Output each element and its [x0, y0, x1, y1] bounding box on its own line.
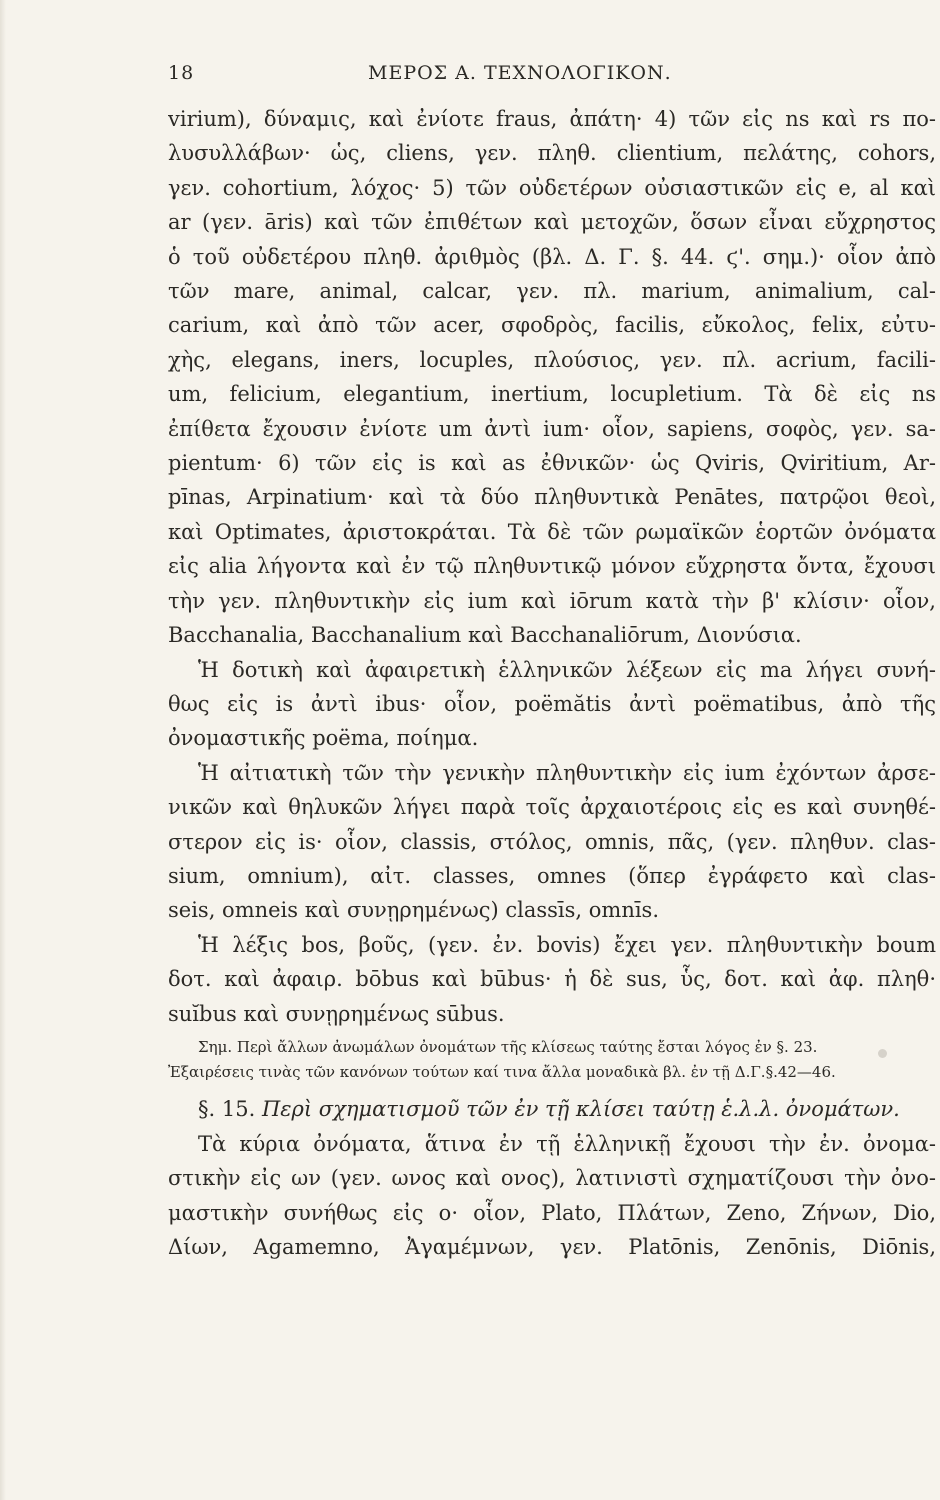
- page-edge-shadow: [0, 0, 6, 1500]
- text-line: λυσυλλάβων· ὡς, cliens, γεν. πληθ. clientium, πελάτης, cohors,: [168, 141, 936, 166]
- text-line: Ἡ δοτικὴ καὶ ἀφαιρετικὴ ἑλληνικῶν λέξεων εἰς ma λήγει συνή-: [198, 657, 936, 682]
- text-line: καὶ Optimates, ἀριστοκράται. Τὰ δὲ τῶν ρωμαϊκῶν ἑορτῶν ὀνόματα: [168, 519, 936, 544]
- text-line: Τὰ κύρια ὀνόματα, ἅτινα ἐν τῇ ἑλληνικῇ ἔχουσι τὴν ἐν. ὀνομα-: [198, 1131, 936, 1156]
- paragraph-3: [168, 756, 936, 928]
- text-line: θως εἰς is ἀντὶ ibus· οἷον, poëmătis ἀντὶ poëmatibus, ἀπὸ τῆς: [168, 691, 936, 716]
- footnote: [168, 1035, 936, 1085]
- text-line: τὴν γεν. πληθυντικὴν εἰς ium καὶ iōrum κατὰ τὴν β' κλίσιν· οἷον,: [168, 588, 936, 613]
- text-line: Ἡ αἰτιατικὴ τῶν τὴν γενικὴν πληθυντικὴν εἰς ium ἐχόντων ἀρσε-: [198, 760, 936, 785]
- page-number: 18: [168, 62, 195, 84]
- text-line: ὀνομαστικῆς poëma, ποίημα.: [168, 726, 479, 751]
- book-page: [168, 62, 936, 1265]
- section-title: Περὶ σχηματισμοῦ τῶν ἐν τῇ κλίσει ταύτῃ ἑ.λ.λ. ὀνομάτων.: [261, 1096, 900, 1121]
- section-number: §. 15.: [198, 1096, 256, 1121]
- text-line: εἰς alia λήγοντα καὶ ἐν τῷ πληθυντικῷ μόνον εὔχρηστα ὄντα, ἔχουσι: [168, 554, 936, 579]
- paragraph-2: [168, 653, 936, 756]
- text-line: carium, καὶ ἀπὸ τῶν acer, σφοδρὸς, facilis, εὔκολος, felix, εὐτυ-: [168, 313, 936, 338]
- text-line: χὴς, elegans, iners, locuples, πλούσιος, γεν. πλ. acrium, facili-: [168, 347, 936, 372]
- paragraph-5: [168, 1127, 936, 1265]
- text-line: γεν. cohortium, λόχος· 5) τῶν οὐδετέρων οὐσιαστικῶν εἰς e, al καὶ: [168, 175, 936, 200]
- text-line: νικῶν καὶ θηλυκῶν λήγει παρὰ τοῖς ἀρχαιοτέροις εἰς es καὶ συνηθέ-: [168, 795, 936, 820]
- section-heading: [168, 1091, 936, 1127]
- text-line: Δίων, Agamemno, Ἀγαμέμνων, γεν. Platōnis, Zenōnis, Diōnis,: [168, 1235, 936, 1260]
- text-line: Bacchanalia, Bacchanalium καὶ Bacchanaliōrum, Διονύσια.: [168, 623, 802, 648]
- text-line: μαστικὴν συνήθως εἰς o· οἷον, Plato, Πλάτων, Zeno, Ζήνων, Dio,: [168, 1200, 936, 1225]
- text-line: ὁ τοῦ οὐδετέρου πληθ. ἀριθμὸς (βλ. Δ. Γ. §. 44. ϛ'. σημ.)· οἷον ἀπὸ: [168, 244, 936, 269]
- text-line: τῶν mare, animal, calcar, γεν. πλ. marium, animalium, cal-: [168, 279, 936, 304]
- text-line: στικὴν εἰς ων (γεν. ωνος καὶ ονος), λατινιστὶ σχηματίζουσι τὴν ὀνο-: [168, 1166, 936, 1191]
- note-line: Σημ. Περὶ ἄλλων ἀνωμάλων ὀνομάτων τῆς κλίσεως ταύτης ἔσται λόγος ἐν §. 23.: [198, 1037, 818, 1056]
- text-line: virium), δύναμις, καὶ ἐνίοτε fraus, ἀπάτη· 4) τῶν εἰς ns καὶ rs πο-: [168, 107, 936, 131]
- text-line: seis, omneis καὶ συνῃρημένως) classīs, omnīs.: [168, 898, 660, 923]
- text-line: δοτ. καὶ ἀφαιρ. bōbus καὶ būbus· ἡ δὲ sus, ὗς, δοτ. καὶ ἀφ. πληθ·: [168, 967, 936, 992]
- text-line: pientum· 6) τῶν εἰς is καὶ as ἐθνικῶν· ὡς Qviris, Qviritium, Ar-: [168, 451, 936, 476]
- text-line: Ἡ λέξις bos, βοῦς, (γεν. ἐν. bovis) ἔχει γεν. πληθυντικὴν boum: [198, 932, 936, 957]
- paragraph-1: [168, 102, 936, 653]
- paper-speck: [878, 1049, 887, 1058]
- text-line: ar (γεν. āris) καὶ τῶν ἐπιθέτων καὶ μετοχῶν, ὅσων εἶναι εὔχρηστος: [168, 210, 936, 235]
- text-line: στερον εἰς is· οἷον, classis, στόλος, omnis, πᾶς, (γεν. πληθυν. clas-: [168, 829, 936, 854]
- text-line: suĭbus καὶ συνῃρημένως sūbus.: [168, 1001, 505, 1026]
- text-line: pīnas, Arpinatium· καὶ τὰ δύο πληθυντικὰ Penātes, πατρῷοι θεοὶ,: [168, 485, 936, 510]
- running-head: ΜΕΡΟΣ Α. ΤΕΧΝΟΛΟΓΙΚΟΝ.: [368, 62, 672, 84]
- page-header: [168, 62, 936, 102]
- paragraph-4: [168, 928, 936, 1031]
- text-line: sium, omnium), αἰτ. classes, omnes (ὅπερ ἐγράφετο καὶ clas-: [168, 863, 936, 888]
- text-line: ἐπίθετα ἔχουσιν ἐνίοτε um ἀντὶ ium· οἷον, sapiens, σοφὸς, γεν. sa-: [168, 416, 936, 441]
- note-line: Ἐξαιρέσεις τινὰς τῶν κανόνων τούτων καί τινα ἄλλα μοναδικὰ βλ. ἐν τῇ Δ.Γ.§.42—46.: [168, 1062, 836, 1081]
- text-line: um, felicium, elegantium, inertium, locupletium. Τὰ δὲ εἰς ns: [168, 382, 936, 407]
